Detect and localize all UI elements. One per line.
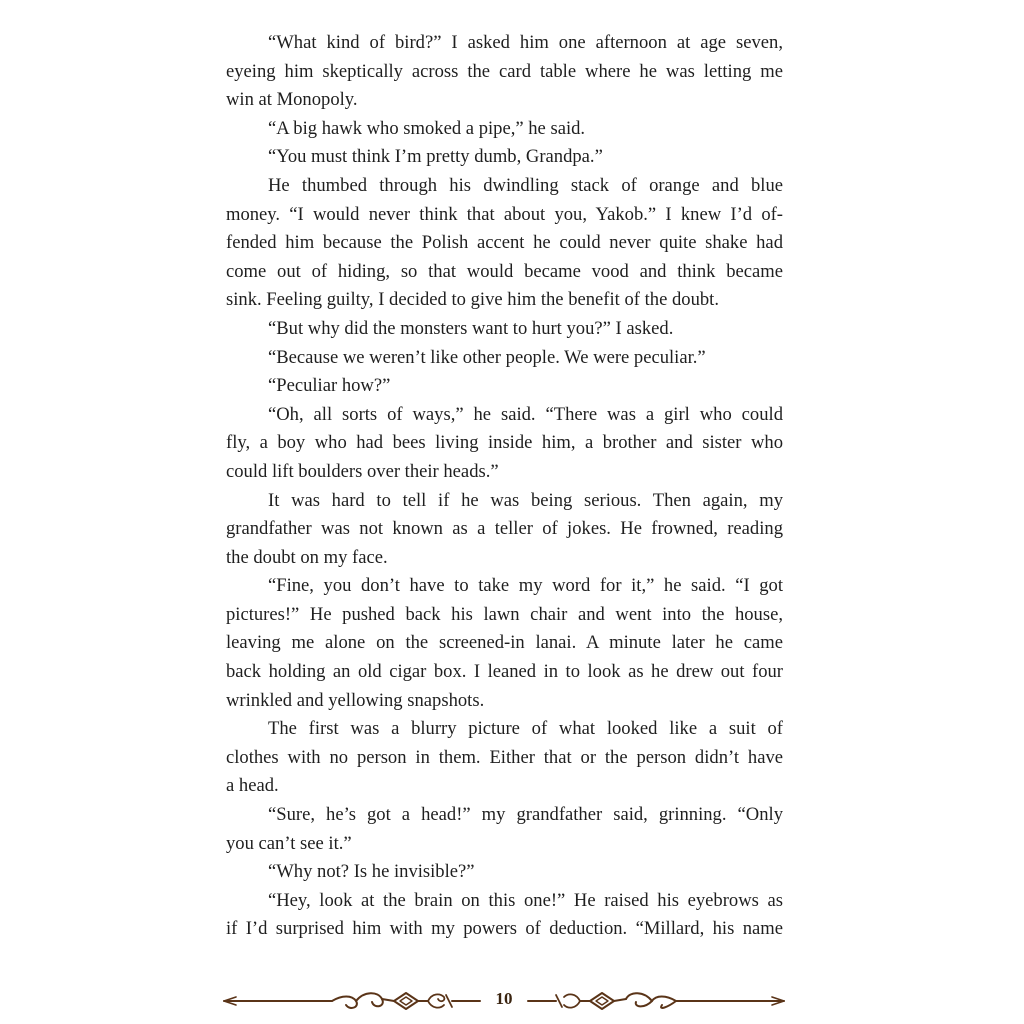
text-line: a head. <box>226 775 279 797</box>
paragraph <box>226 315 783 344</box>
text-line: eyeing him skeptically across the card table where he was letting me <box>226 60 783 82</box>
paragraph <box>226 858 783 887</box>
paragraph <box>226 572 783 715</box>
text-line: sink. Feeling guilty, I decided to give him the benefit of the doubt. <box>226 289 719 311</box>
text-line: win at Monopoly. <box>226 89 358 111</box>
text-line: money. “I would never think that about you, Yakob.” I knew I’d of- <box>226 203 783 225</box>
paragraph <box>226 801 783 858</box>
text-line: if I’d surprised him with my powers of deduction. “Millard, his name <box>226 918 783 940</box>
text-line: could lift boulders over their heads.” <box>226 460 499 482</box>
paragraph <box>226 29 783 115</box>
text-line: He thumbed through his dwindling stack of orange and blue <box>268 174 783 196</box>
page-footer <box>222 985 786 1021</box>
text-line: “What kind of bird?” I asked him one afternoon at age seven, <box>268 32 783 53</box>
paragraph <box>226 344 783 373</box>
text-line: It was hard to tell if he was being serious. Then again, my <box>268 489 783 511</box>
text-line: “Hey, look at the brain on this one!” He raised his eyebrows as <box>268 889 783 911</box>
text-line: “You must think I’m pretty dumb, Grandpa.” <box>268 146 603 168</box>
text-line: “Peculiar how?” <box>268 375 391 397</box>
paragraph <box>226 143 783 172</box>
text-line: wrinkled and yellowing snapshots. <box>226 689 485 711</box>
paragraph <box>226 115 783 144</box>
text-line: come out of hiding, so that would became vood and think became <box>226 260 783 282</box>
text-line: “A big hawk who smoked a pipe,” he said. <box>268 117 586 139</box>
paragraph <box>226 401 783 487</box>
paragraph <box>226 372 783 401</box>
text-line: “Fine, you don’t have to take my word for it,” he said. “I got <box>268 575 783 597</box>
text-line: fended him because the Polish accent he could never quite shake had <box>226 232 783 254</box>
paragraph <box>226 887 783 944</box>
body-text <box>226 29 783 944</box>
text-line: grandfather was not known as a teller of jokes. He frowned, reading <box>226 518 783 540</box>
text-line: “Because we weren’t like other people. We were peculiar.” <box>268 346 706 368</box>
text-line: you can’t see it.” <box>226 832 352 854</box>
paragraph <box>226 172 783 315</box>
text-line: the doubt on my face. <box>226 546 388 568</box>
text-line: back holding an old cigar box. I leaned in to look as he drew out four <box>226 661 783 683</box>
text-line: “Sure, he’s got a head!” my grandfather said, grinning. “Only <box>268 804 783 826</box>
text-line: “Why not? Is he invisible?” <box>268 861 475 883</box>
text-line: clothes with no person in them. Either that or the person didn’t have <box>226 746 783 768</box>
text-line: The first was a blurry picture of what looked like a suit of <box>268 718 783 740</box>
text-line: fly, a boy who had bees living inside him, a brother and sister who <box>226 432 783 454</box>
text-line: “But why did the monsters want to hurt you?” I asked. <box>268 317 674 339</box>
text-line: leaving me alone on the screened-in lanai. A minute later he came <box>226 632 783 654</box>
paragraph <box>226 487 783 573</box>
page-number: 10 <box>495 989 513 1008</box>
text-line: pictures!” He pushed back his lawn chair and went into the house, <box>226 603 783 625</box>
paragraph <box>226 715 783 801</box>
text-line: “Oh, all sorts of ways,” he said. “There was a girl who could <box>268 403 783 425</box>
